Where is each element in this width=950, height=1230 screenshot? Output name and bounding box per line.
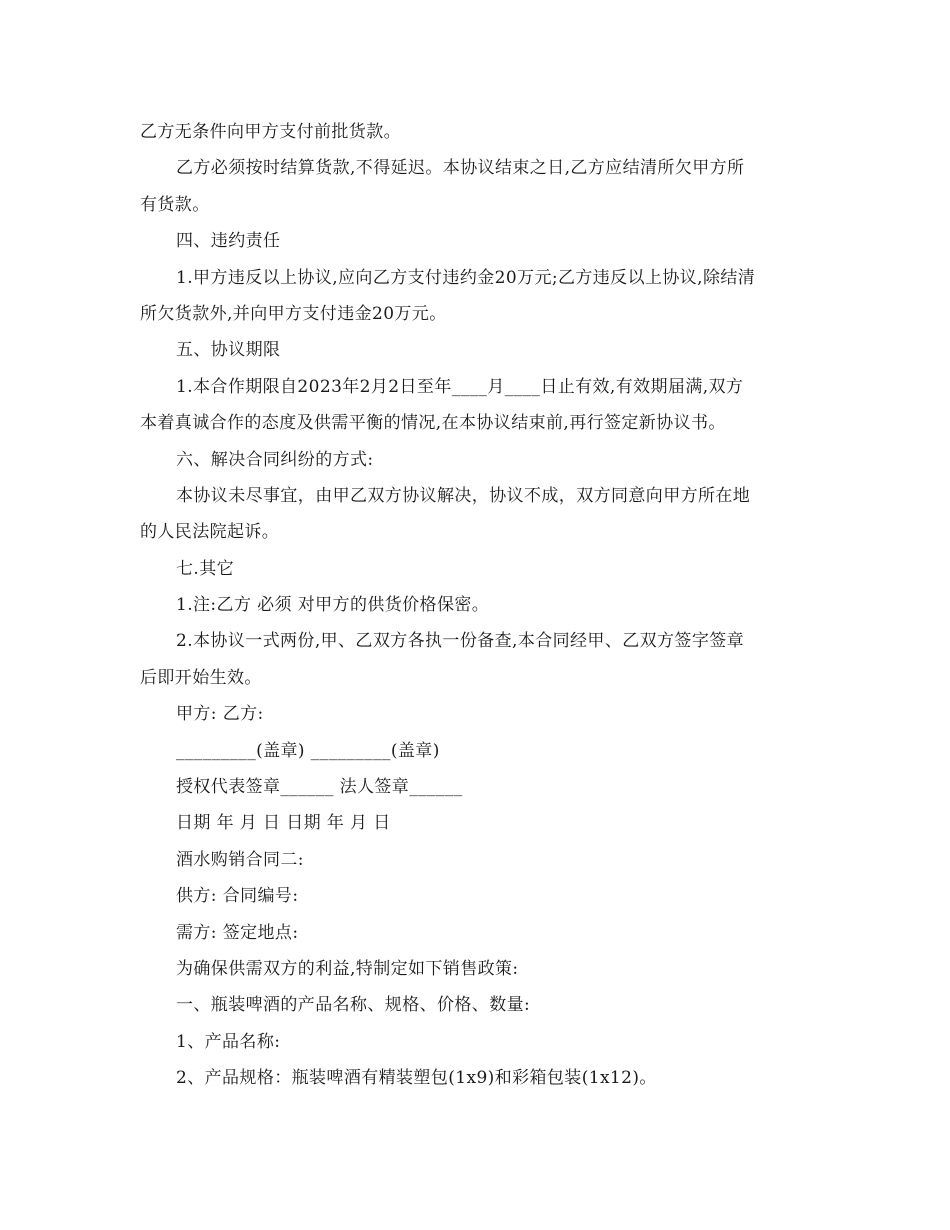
signature-seal-line: _________(盖章) _________(盖章) [176, 740, 440, 761]
contract-title: 酒水购销合同二: [176, 849, 304, 870]
text-line: 后即开始生效。 [140, 667, 262, 688]
text-line: 本协议未尽事宜，由甲乙双方协议解决，协议不成，双方同意向甲方所在地 [176, 485, 751, 506]
signature-date-line: 日期 年 月 日 日期 年 月 日 [176, 813, 391, 834]
section-heading: 四、违约责任 [176, 231, 281, 252]
signature-parties: 甲方: 乙方: [176, 704, 264, 725]
text-line: 1.注:乙方 必须 对甲方的供货价格保密。 [176, 595, 490, 616]
text-line: 1.本合作期限自2023年2月2日至年____月____日止有效,有效期届满,双方 [176, 376, 744, 397]
text-line: 为确保供需双方的利益,特制定如下销售政策: [176, 958, 519, 979]
text-line: 乙方必须按时结算货款,不得延迟。本协议结束之日,乙方应结清所欠甲方所 [176, 158, 745, 179]
text-line: 2、产品规格：瓶装啤酒有精装塑包(1x9)和彩箱包装(1x12)。 [176, 1068, 657, 1089]
text-line: 2.本协议一式两份,甲、乙双方各执一份备查,本合同经甲、乙双方签字签章 [176, 631, 745, 652]
text-line: 有货款。 [140, 194, 210, 215]
text-line: 所欠货款外,并向甲方支付违金20万元。 [140, 303, 447, 324]
signature-representative-line: 授权代表签章______ 法人签章______ [176, 777, 463, 798]
section-heading: 五、协议期限 [176, 340, 281, 361]
document-body [140, 114, 815, 1097]
text-line: 1.甲方违反以上协议,应向乙方支付违约金20万元;乙方违反以上协议,除结清 [176, 267, 756, 288]
text-line: 供方: 合同编号: [176, 886, 299, 907]
text-line: 乙方无条件向甲方支付前批货款。 [140, 122, 401, 142]
text-line: 的人民法院起诉。 [140, 522, 280, 543]
section-heading: 一、瓶装啤酒的产品名称、规格、价格、数量: [176, 995, 531, 1016]
text-line: 1、产品名称: [176, 1031, 281, 1052]
section-heading: 七.其它 [176, 558, 235, 579]
text-line: 本着真诚合作的态度及供需平衡的情况,在本协议结束前,再行签定新协议书。 [140, 413, 726, 434]
text-line: 需方: 签定地点: [176, 922, 299, 943]
section-heading: 六、解决合同纠纷的方式: [176, 449, 374, 470]
